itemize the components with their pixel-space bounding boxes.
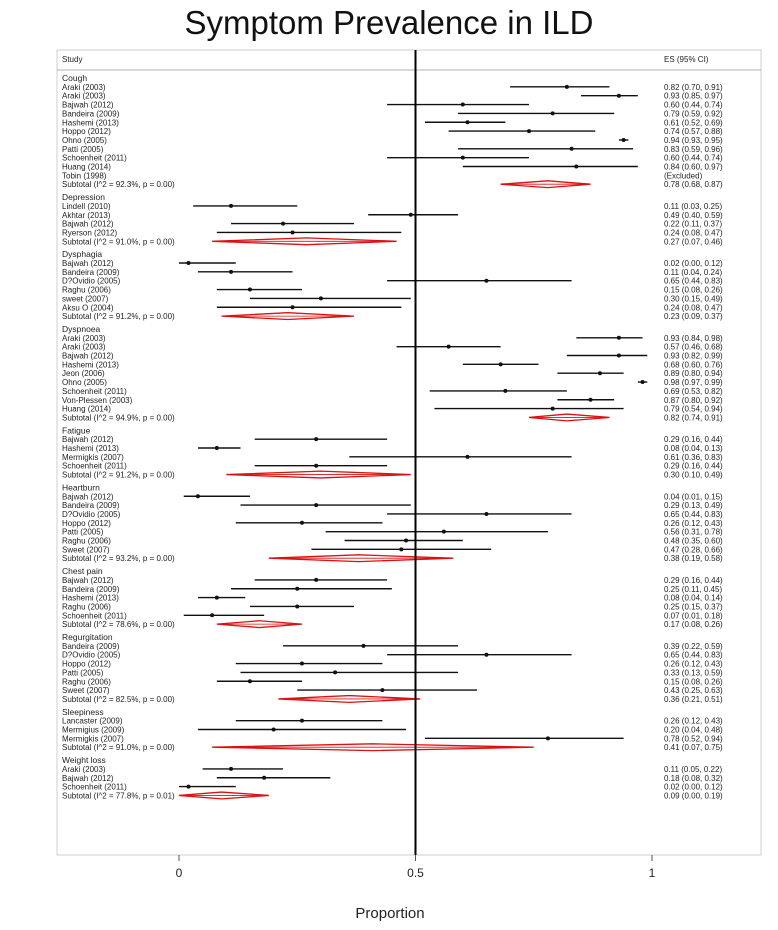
- study-es-text: 0.30 (0.15, 0.49): [664, 294, 723, 304]
- study-label: Hashemi (2013): [62, 444, 119, 453]
- study-es-text: 0.39 (0.22, 0.59): [664, 641, 723, 651]
- study-label: Schoenheit (2011): [62, 611, 127, 621]
- x-axis-title: Proportion: [355, 905, 425, 922]
- study-point: [551, 407, 555, 411]
- study-label: Hashemi (2013): [62, 360, 119, 370]
- study-label: Mermigius (2009): [62, 725, 125, 735]
- study-label: Bandeira (2009): [62, 584, 120, 594]
- study-label: Von-Plessen (2003): [62, 395, 133, 405]
- study-label: Sweet (2007): [62, 686, 110, 696]
- study-label: Lindell (2010): [62, 201, 111, 211]
- study-es-text: 0.43 (0.25, 0.63): [664, 686, 723, 696]
- study-label: D?Ovidio (2005): [62, 509, 121, 519]
- study-es-text: 0.15 (0.08, 0.26): [664, 677, 723, 687]
- study-es-text: 0.74 (0.57, 0.88): [664, 127, 723, 137]
- study-label: Bajwah (2012): [62, 575, 114, 585]
- study-label: Huang (2014): [62, 162, 111, 172]
- x-tick-label: 0.5: [407, 866, 424, 880]
- chart-title: Symptom Prevalence in ILD: [184, 4, 594, 41]
- study-label: Bajwah (2012): [62, 351, 114, 361]
- study-es-text: 0.79 (0.59, 0.92): [664, 109, 723, 119]
- study-label: Bandeira (2009): [62, 501, 120, 511]
- study-es-text: 0.22 (0.11, 0.37): [664, 219, 723, 229]
- study-label: Huang (2014): [62, 404, 111, 414]
- subtotal-label: Subtotal (I^2 = 78.6%, p = 0.00): [62, 620, 175, 630]
- study-point: [314, 437, 318, 441]
- study-es-text: 0.69 (0.53, 0.82): [664, 386, 723, 396]
- study-es-text: 0.33 (0.13, 0.59): [664, 668, 723, 678]
- subtotal-es-text: 0.36 (0.21, 0.51): [664, 694, 723, 704]
- group-label: Weight loss: [62, 755, 106, 766]
- study-point: [300, 719, 304, 723]
- study-label: Patti (2005): [62, 527, 104, 537]
- subtotal-es-text: 0.30 (0.10, 0.49): [664, 470, 723, 480]
- study-point: [622, 138, 626, 142]
- study-es-text: 0.65 (0.44, 0.83): [664, 650, 723, 660]
- study-point: [196, 494, 200, 498]
- subtotal-es-text: 0.09 (0.00, 0.19): [664, 791, 723, 801]
- study-label: Araki (2003): [62, 91, 106, 101]
- study-es-text: 0.02 (0.00, 0.12): [664, 782, 723, 792]
- study-es-text: 0.07 (0.01, 0.18): [664, 611, 723, 621]
- study-point: [215, 596, 219, 600]
- study-point: [574, 165, 578, 169]
- study-es-text: 0.04 (0.01, 0.15): [664, 492, 723, 502]
- study-es-text: 0.25 (0.11, 0.45): [664, 584, 723, 594]
- study-label: sweet (2007): [62, 294, 109, 304]
- study-label: Bajwah (2012): [62, 259, 114, 268]
- study-label: Patti (2005): [62, 668, 104, 678]
- study-point: [484, 653, 488, 657]
- study-es-text: 0.65 (0.44, 0.83): [664, 509, 723, 519]
- forest-rows: [62, 73, 723, 800]
- study-point: [291, 230, 295, 234]
- study-es-text: (Excluded): [664, 171, 703, 181]
- study-es-text: 0.48 (0.35, 0.60): [664, 536, 723, 546]
- study-point: [565, 85, 569, 89]
- study-label: Sweet (2007): [62, 545, 110, 555]
- study-es-text: 0.11 (0.03, 0.25): [664, 201, 723, 211]
- study-label: Patti (2005): [62, 144, 104, 154]
- study-label: Bajwah (2012): [62, 100, 114, 110]
- subtotal-label: Subtotal (I^2 = 93.2%, p = 0.00): [62, 554, 175, 564]
- study-point: [461, 103, 465, 107]
- study-point: [503, 389, 507, 393]
- study-point: [466, 120, 470, 124]
- study-es-text: 0.47 (0.28, 0.66): [664, 545, 723, 555]
- study-label: Bandeira (2009): [62, 267, 120, 277]
- study-es-text: 0.25 (0.15, 0.37): [664, 602, 723, 612]
- study-point: [551, 111, 555, 115]
- study-es-text: 0.56 (0.31, 0.78): [664, 527, 723, 537]
- study-point: [229, 270, 233, 274]
- study-es-text: 0.68 (0.60, 0.76): [664, 360, 723, 370]
- study-point: [262, 776, 266, 780]
- study-point: [466, 455, 470, 459]
- study-es-text: 0.83 (0.59, 0.96): [664, 144, 723, 154]
- study-label: Ohno (2005): [62, 135, 107, 145]
- study-point: [291, 305, 295, 309]
- subtotal-label: Subtotal (I^2 = 92.3%, p = 0.00): [62, 180, 175, 190]
- study-point: [399, 547, 403, 551]
- study-point: [295, 604, 299, 608]
- study-es-text: 0.24 (0.08, 0.47): [664, 303, 723, 313]
- study-label: Akhtar (2013): [62, 210, 111, 220]
- subtotal-label: Subtotal (I^2 = 77.8%, p = 0.01): [62, 791, 175, 801]
- study-label: Raghu (2006): [62, 602, 111, 612]
- study-label: Hashemi (2013): [62, 593, 119, 603]
- study-label: Ohno (2005): [62, 378, 107, 388]
- study-es-text: 0.57 (0.46, 0.68): [664, 342, 723, 352]
- study-es-text: 0.18 (0.08, 0.32): [664, 773, 723, 783]
- subtotal-label: Subtotal (I^2 = 82.5%, p = 0.00): [62, 694, 175, 704]
- group-label: Regurgitation: [62, 632, 113, 642]
- study-label: Raghu (2006): [62, 536, 111, 546]
- study-es-text: 0.93 (0.82, 0.99): [664, 351, 723, 361]
- subtotal-es-text: 0.23 (0.09, 0.37): [664, 312, 723, 322]
- study-point: [442, 530, 446, 534]
- study-point: [314, 464, 318, 468]
- subtotal-es-text: 0.17 (0.08, 0.26): [664, 620, 723, 630]
- study-point: [641, 380, 645, 384]
- study-column-header: Study: [62, 55, 83, 64]
- study-es-text: 0.02 (0.00, 0.12): [664, 259, 723, 268]
- study-point: [319, 296, 323, 300]
- study-es-text: 0.78 (0.52, 0.94): [664, 734, 723, 744]
- study-label: Bajwah (2012): [62, 219, 114, 229]
- study-es-text: 0.08 (0.04, 0.14): [664, 593, 723, 603]
- group-label: Cough: [62, 73, 88, 83]
- subtotal-es-text: 0.41 (0.07, 0.75): [664, 743, 723, 753]
- study-es-text: 0.26 (0.12, 0.43): [664, 659, 723, 669]
- study-label: Ryerson (2012): [62, 228, 118, 238]
- group-label: Sleepiness: [62, 706, 104, 717]
- study-es-text: 0.08 (0.04, 0.13): [664, 444, 723, 453]
- study-label: D?Ovidio (2005): [62, 276, 121, 286]
- study-point: [229, 204, 233, 208]
- subtotal-es-text: 0.82 (0.74, 0.91): [664, 413, 723, 423]
- study-es-text: 0.29 (0.13, 0.49): [664, 501, 723, 511]
- group-label: Heartburn: [62, 482, 100, 493]
- study-point: [484, 279, 488, 283]
- study-point: [333, 670, 337, 674]
- study-es-text: 0.20 (0.04, 0.48): [664, 725, 723, 735]
- study-point: [314, 503, 318, 507]
- study-es-text: 0.79 (0.54, 0.94): [664, 404, 723, 414]
- subtotal-es-text: 0.78 (0.68, 0.87): [664, 180, 723, 190]
- study-point: [598, 371, 602, 375]
- study-es-text: 0.93 (0.85, 0.97): [664, 91, 723, 101]
- study-point: [461, 156, 465, 160]
- study-es-text: 0.93 (0.84, 0.98): [664, 333, 723, 343]
- subtotal-es-text: 0.38 (0.19, 0.58): [664, 554, 723, 564]
- study-point: [409, 213, 413, 217]
- study-label: Jeon (2006): [62, 369, 105, 379]
- study-point: [272, 728, 276, 732]
- study-label: Hoppo (2012): [62, 127, 111, 137]
- subtotal-label: Subtotal (I^2 = 91.2%, p = 0.00): [62, 312, 175, 322]
- study-point: [300, 662, 304, 666]
- study-point: [380, 688, 384, 692]
- study-label: Bajwah (2012): [62, 773, 114, 783]
- x-tick-label: 1: [648, 866, 656, 880]
- study-point: [484, 512, 488, 516]
- study-point: [215, 446, 219, 450]
- study-label: Aksu O (2004): [62, 303, 114, 313]
- group-label: Dyspnoea: [62, 323, 101, 334]
- study-label: Bandeira (2009): [62, 641, 120, 651]
- study-es-text: 0.94 (0.93, 0.95): [664, 135, 723, 145]
- study-label: Raghu (2006): [62, 285, 111, 295]
- study-point: [447, 345, 451, 349]
- study-es-text: 0.11 (0.05, 0.22): [664, 764, 723, 774]
- study-es-text: 0.11 (0.04, 0.24): [664, 267, 723, 277]
- study-es-text: 0.98 (0.97, 0.99): [664, 378, 723, 388]
- study-point: [300, 521, 304, 525]
- plot-frame: [57, 50, 761, 855]
- study-label: Araki (2003): [62, 333, 106, 343]
- study-es-text: 0.82 (0.70, 0.91): [664, 82, 723, 92]
- study-point: [186, 261, 190, 265]
- study-point: [617, 94, 621, 98]
- group-label: Dysphagia: [62, 249, 103, 260]
- subtotal-label: Subtotal (I^2 = 91.0%, p = 0.00): [62, 743, 175, 753]
- study-label: Mermigkis (2007): [62, 452, 124, 462]
- study-point: [248, 679, 252, 683]
- study-label: Bajwah (2012): [62, 435, 114, 445]
- study-es-text: 0.61 (0.52, 0.69): [664, 118, 723, 128]
- study-es-text: 0.60 (0.44, 0.74): [664, 153, 723, 163]
- study-es-text: 0.89 (0.80, 0.94): [664, 369, 723, 379]
- study-point: [527, 129, 531, 133]
- study-es-text: 0.29 (0.16, 0.44): [664, 435, 723, 445]
- subtotal-label: Subtotal (I^2 = 91.2%, p = 0.00): [62, 470, 175, 480]
- study-point: [295, 587, 299, 591]
- study-label: Mermigkis (2007): [62, 734, 124, 744]
- study-point: [361, 644, 365, 648]
- study-es-text: 0.49 (0.40, 0.59): [664, 210, 723, 220]
- study-point: [229, 767, 233, 771]
- study-es-text: 0.29 (0.16, 0.44): [664, 461, 723, 471]
- x-axis: [176, 50, 656, 880]
- study-label: D?Ovidio (2005): [62, 650, 121, 660]
- study-label: Schoenheit (2011): [62, 386, 127, 396]
- study-point: [404, 539, 408, 543]
- study-label: Bandeira (2009): [62, 109, 120, 119]
- study-label: Bajwah (2012): [62, 492, 114, 502]
- study-point: [314, 578, 318, 582]
- study-label: Schoenheit (2011): [62, 461, 127, 471]
- study-point: [570, 147, 574, 151]
- group-label: Fatigue: [62, 425, 91, 436]
- x-tick-label: 0: [175, 866, 183, 880]
- subtotal-label: Subtotal (I^2 = 91.0%, p = 0.00): [62, 237, 175, 247]
- study-label: Araki (2003): [62, 342, 106, 352]
- study-es-text: 0.60 (0.44, 0.74): [664, 100, 723, 110]
- study-label: Hoppo (2012): [62, 659, 111, 669]
- subtotal-es-text: 0.27 (0.07, 0.46): [664, 237, 723, 247]
- study-es-text: 0.61 (0.36, 0.83): [664, 452, 723, 462]
- study-es-text: 0.29 (0.16, 0.44): [664, 575, 723, 585]
- study-label: Hoppo (2012): [62, 518, 111, 528]
- study-label: Hashemi (2013): [62, 118, 119, 128]
- study-point: [546, 736, 550, 740]
- study-es-text: 0.15 (0.08, 0.26): [664, 285, 723, 295]
- study-label: Raghu (2006): [62, 677, 111, 687]
- study-es-text: 0.87 (0.80, 0.92): [664, 395, 723, 405]
- study-point: [186, 785, 190, 789]
- study-point: [248, 288, 252, 292]
- group-label: Chest pain: [62, 566, 103, 577]
- study-es-text: 0.65 (0.44, 0.83): [664, 276, 723, 286]
- study-label: Araki (2003): [62, 82, 106, 92]
- study-label: Tobin (1998): [62, 171, 107, 181]
- study-point: [617, 336, 621, 340]
- study-label: Araki (2003): [62, 764, 106, 774]
- group-label: Depression: [62, 192, 105, 203]
- study-point: [617, 354, 621, 358]
- study-point: [281, 222, 285, 226]
- study-point: [210, 613, 214, 617]
- study-es-text: 0.26 (0.12, 0.43): [664, 716, 723, 726]
- subtotal-label: Subtotal (I^2 = 94.9%, p = 0.00): [62, 413, 175, 423]
- study-es-text: 0.84 (0.60, 0.97): [664, 162, 723, 172]
- study-es-text: 0.24 (0.08, 0.47): [664, 228, 723, 238]
- study-label: Schoenheit (2011): [62, 782, 127, 792]
- study-label: Schoenheit (2011): [62, 153, 127, 163]
- study-label: Lancaster (2009): [62, 716, 123, 726]
- es-column-header: ES (95% CI): [664, 55, 709, 64]
- study-es-text: 0.26 (0.12, 0.43): [664, 518, 723, 528]
- study-point: [499, 362, 503, 366]
- study-point: [589, 398, 593, 402]
